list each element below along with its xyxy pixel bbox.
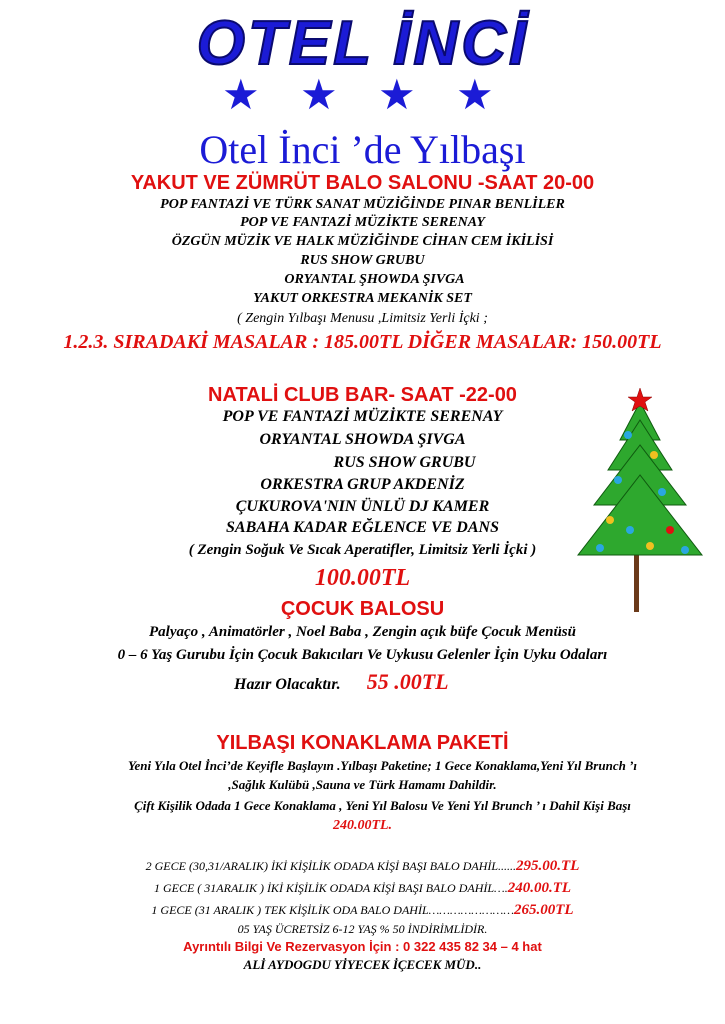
cocuk-line: 0 – 6 Yaş Gurubu İçin Çocuk Bakıcıları Ve Uykusu Gelenler İçin Uyku Odaları — [117, 647, 608, 663]
natali-line: ÇUKUROVA'NIN ÜNLÜ DJ KAMER — [235, 498, 490, 515]
discount-note: 05 YAŞ ÜCRETSİZ 6-12 YAŞ % 50 İNDİRİMLİDİR. — [237, 922, 488, 936]
natali-heading: NATALİ CLUB BAR- SAAT -22-00 — [208, 384, 517, 406]
option-price: 265.00TL — [514, 902, 574, 918]
paket-price: 240.00TL. — [332, 818, 393, 833]
yakut-price-line: 1.2.3. SIRADAKİ MASALAR : 185.00TL DİĞER MASALAR: 150.00TL — [63, 331, 662, 353]
natali-line: SABAHA KADAR EĞLENCE VE DANS — [226, 519, 499, 536]
yakut-menu-note: ( Zengin Yılbaşı Menusu ,Limitsiz Yerli İçki ; — [237, 311, 488, 326]
contact-line: Ayrıntılı Bilgi Ve Rezervasyon İçin : 0 322 435 82 34 – 4 hat — [183, 939, 542, 954]
natali-price: 100.00TL — [314, 565, 411, 591]
option-price: 295.00.TL — [516, 858, 580, 874]
star-icon: ★ — [222, 70, 260, 119]
page-title: Otel İnci ’de Yılbaşı — [199, 127, 526, 172]
cocuk-price: 55 .00TL — [366, 669, 449, 694]
option-text: 1 GECE (31 ARALIK ) TEK KİŞİLİK ODA BALO DAHİL…………………… — [151, 903, 514, 917]
signature: ALİ AYDOGDU YİYECEK İÇECEK MÜD.. — [243, 957, 482, 972]
paket-line: ,Sağlık Kulübü ,Sauna ve Türk Hamamı Dahildir. — [228, 777, 497, 792]
option-row — [0, 879, 725, 897]
cocuk-line: Hazır Olacaktır. — [234, 676, 341, 693]
logo-text: OTEL İNCİ — [196, 9, 529, 76]
option-row — [0, 901, 725, 919]
yakut-line: ORYANTAL ŞHOWDA ŞIVGA — [284, 272, 465, 287]
natali-line: POP VE FANTAZİ MÜZİKTE SERENAY — [222, 408, 503, 425]
cocuk-last-line — [234, 669, 634, 695]
paket-line: Çift Kişilik Odada 1 Gece Konaklama , Yeni Yıl Balosu Ve Yeni Yıl Brunch ’ ı Dahil Kişi Başı — [134, 798, 631, 813]
cocuk-heading: ÇOCUK BALOSU — [280, 598, 445, 620]
star-rating — [222, 70, 502, 119]
option-price: 240.00.TL — [507, 880, 572, 896]
christmas-tree-icon — [570, 380, 710, 615]
star-icon: ★ — [456, 70, 494, 119]
star-icon: ★ — [378, 70, 416, 119]
yakut-line: ÖZGÜN MÜZİK VE HALK MÜZİĞİNDE CİHAN CEM İKİLİSİ — [171, 234, 554, 249]
paket-heading: YILBAŞI KONAKLAMA PAKETİ — [216, 732, 509, 754]
yakut-heading: YAKUT VE ZÜMRÜT BALO SALONU -SAAT 20-00 — [130, 172, 595, 194]
option-row — [0, 857, 725, 875]
natali-line: RUS SHOW GRUBU — [333, 454, 476, 471]
option-text: 2 GECE (30,31/ARALIK) İKİ KİŞİLİK ODADA KİŞİ BAŞI BALO DAHİL...... — [145, 859, 517, 873]
star-icon: ★ — [300, 70, 338, 119]
yakut-line: RUS SHOW GRUBU — [300, 253, 425, 268]
natali-note: ( Zengin Soğuk Ve Sıcak Aperatifler, Limitsiz Yerli İçki ) — [188, 542, 537, 558]
cocuk-line: Palyaço , Animatörler , Noel Baba , Zengin açık büfe Çocuk Menüsü — [149, 624, 576, 640]
paket-line: Yeni Yıla Otel İnci’de Keyifle Başlayın .Yılbaşı Paketine; 1 Gece Konaklama,Yeni Yıl Brunch ’ı — [127, 758, 638, 773]
yakut-line: POP FANTAZİ VE TÜRK SANAT MÜZİĞİNDE PINAR BENLİLER — [160, 197, 565, 212]
hotel-logo — [0, 6, 725, 76]
yakut-line: YAKUT ORKESTRA MEKANİK SET — [253, 291, 472, 306]
natali-line: ORKESTRA GRUP AKDENİZ — [260, 476, 465, 493]
yakut-line: POP VE FANTAZİ MÜZİKTE SERENAY — [240, 215, 485, 230]
option-text: 1 GECE ( 31ARALIK ) İKİ KİŞİLİK ODADA KİŞİ BAŞI BALO DAHİL…. — [153, 881, 508, 895]
natali-line: ORYANTAL SHOWDA ŞIVGA — [259, 431, 466, 448]
